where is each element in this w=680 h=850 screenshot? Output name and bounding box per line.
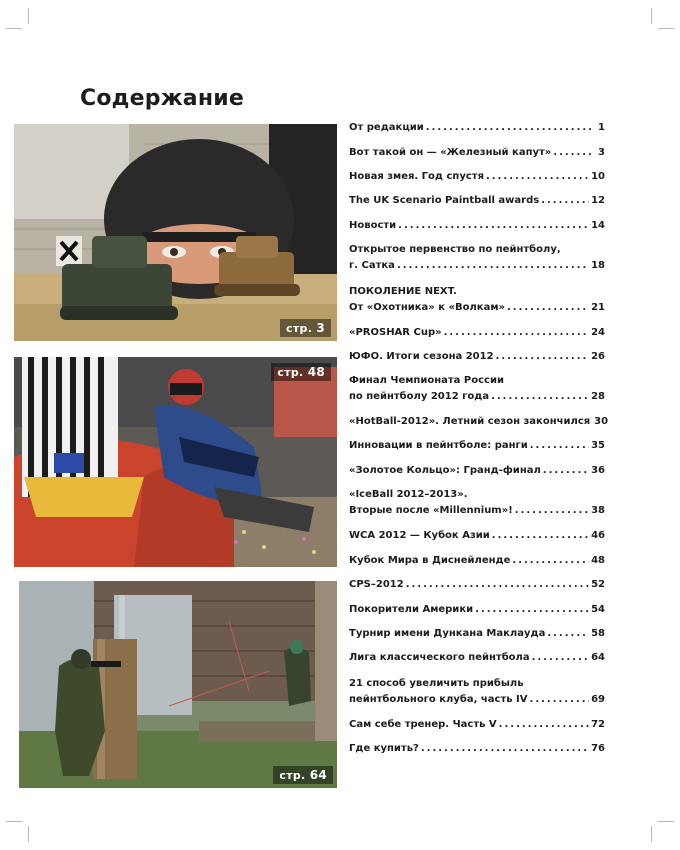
toc-page-number: 30 — [594, 416, 609, 427]
toc-page-number: 48 — [591, 555, 605, 566]
toc-entry-title: Вот такой он — «Железный капут» — [349, 147, 552, 158]
toc-dot-leader — [530, 692, 590, 708]
toc-line — [349, 577, 605, 593]
page-badge — [273, 766, 333, 784]
toc-page-number: 36 — [591, 465, 605, 476]
toc-dot-leader — [398, 218, 589, 234]
toc-dot-leader — [486, 169, 589, 185]
toc-line — [349, 676, 605, 692]
toc-entry-title: Где купить? — [349, 743, 419, 754]
toc-dot-leader — [421, 741, 589, 757]
photo-player — [14, 357, 337, 567]
toc-dot-leader — [547, 626, 589, 642]
toc-entry-title: «IceBall 2012–2013». — [349, 489, 468, 500]
photo-field — [19, 581, 337, 788]
toc-line — [349, 692, 605, 708]
toc-dot-leader — [515, 503, 589, 519]
toc-page-number: 21 — [591, 302, 605, 313]
toc-entry — [349, 373, 605, 405]
toc-entry — [349, 193, 605, 209]
toc-entry — [349, 169, 605, 185]
toc-entry — [349, 553, 605, 569]
toc-dot-leader — [512, 553, 589, 569]
toc-entry-title: по пейнтболу 2012 года — [349, 391, 490, 402]
toc-entry — [349, 650, 605, 666]
toc-dot-leader — [507, 300, 589, 316]
toc-entry-title: г. Сатка — [349, 260, 395, 271]
toc-line — [349, 300, 605, 316]
toc-page-number: 10 — [591, 171, 605, 182]
badge-prefix: стр. — [286, 322, 313, 335]
photo-tanks — [14, 124, 337, 341]
toc-dot-leader — [499, 717, 589, 733]
toc-page-number: 72 — [591, 719, 605, 730]
toc-line — [349, 503, 605, 519]
toc-line — [349, 528, 605, 544]
toc-entry-title: «HotBall-2012». Летний сезон закончился — [349, 416, 591, 427]
toc-entry — [349, 145, 605, 161]
toc-dot-leader — [397, 258, 589, 274]
toc-page-number: 35 — [591, 440, 605, 451]
toc-line — [349, 145, 605, 161]
toc-entry-title: Турнир имени Дункана Маклауда — [349, 628, 546, 639]
page-badge — [271, 363, 331, 381]
toc-dot-leader — [492, 528, 589, 544]
toc-page-number: 26 — [591, 351, 605, 362]
toc-page-number: 58 — [591, 628, 605, 639]
crop-mark — [6, 28, 22, 29]
toc-dot-leader — [496, 349, 590, 365]
badge-prefix: стр. — [279, 769, 306, 782]
toc-entry — [349, 676, 605, 708]
toc-page-number: 1 — [598, 122, 605, 133]
toc-entry — [349, 487, 605, 519]
toc-entry — [349, 463, 605, 479]
toc-entry — [349, 528, 605, 544]
toc-page-number: 28 — [591, 391, 605, 402]
toc-line — [349, 438, 605, 454]
toc-entry-title: Новая змея. Год спустя — [349, 171, 484, 182]
toc-line — [349, 218, 605, 234]
toc-entry-title: ЮФО. Итоги сезона 2012 — [349, 351, 494, 362]
toc-entry-title: Кубок Мира в Диснейленде — [349, 555, 511, 566]
toc-page-number: 46 — [591, 530, 605, 541]
toc-entry — [349, 414, 609, 430]
crop-mark — [658, 821, 674, 822]
toc-line — [349, 602, 605, 618]
toc-entry-title: От «Охотника» к «Волкам» — [349, 302, 505, 313]
toc-entry — [349, 741, 605, 757]
toc-line — [349, 325, 605, 341]
toc-entry-title: Новости — [349, 220, 397, 231]
toc-entry-title: «Золотое Кольцо»: Гранд-финал — [349, 465, 541, 476]
toc-page-number: 18 — [591, 260, 605, 271]
toc-line — [349, 373, 605, 389]
toc-entry — [349, 602, 605, 618]
toc-entry — [349, 325, 605, 341]
toc-page-number: 76 — [591, 743, 605, 754]
toc-entry — [349, 284, 605, 316]
badge-prefix: стр. — [277, 366, 304, 379]
toc-page-number: 69 — [591, 694, 605, 705]
toc-entry-title: «PROSHAR Cup» — [349, 327, 442, 338]
toc-entry — [349, 120, 605, 136]
crop-mark — [6, 821, 22, 822]
toc-entry-title: 21 способ увеличить прибыль — [349, 678, 524, 689]
toc-page-number: 64 — [591, 652, 605, 663]
toc-entry-title: Финал Чемпионата России — [349, 375, 504, 386]
crop-mark — [28, 826, 29, 842]
toc-entry-title: CPS–2012 — [349, 579, 404, 590]
toc-page-number: 52 — [591, 579, 605, 590]
toc-entry-title: пейнтбольного клуба, часть IV — [349, 694, 528, 705]
toc-dot-leader — [444, 325, 590, 341]
toc-page-number: 12 — [591, 195, 605, 206]
toc-entry-title: Инновации в пейнтболе: ранги — [349, 440, 528, 451]
crop-mark — [651, 8, 652, 24]
toc-dot-leader — [541, 193, 589, 209]
toc-dot-leader — [532, 650, 589, 666]
toc-line — [349, 626, 605, 642]
toc-entry-title: The UK Scenario Paintball awards — [349, 195, 540, 206]
toc-dot-leader — [530, 438, 589, 454]
toc-dot-leader — [426, 120, 593, 136]
toc-line — [349, 414, 609, 430]
toc-line — [349, 258, 605, 274]
toc-line — [349, 284, 605, 300]
crop-mark — [658, 28, 674, 29]
toc-page-number: 24 — [591, 327, 605, 338]
toc-line — [349, 717, 605, 733]
toc-entry-title: Открытое первенство по пейнтболу, — [349, 244, 561, 255]
toc-entry-title: Вторые после «Millennium»! — [349, 505, 513, 516]
toc-line — [349, 487, 605, 503]
toc-entry-title: Лига классического пейнтбола — [349, 652, 530, 663]
toc-entry — [349, 218, 605, 234]
toc-line — [349, 463, 605, 479]
page-badge — [280, 319, 331, 337]
toc-line — [349, 169, 605, 185]
toc-dot-leader — [406, 577, 589, 593]
toc-line — [349, 389, 605, 405]
toc-line — [349, 349, 605, 365]
badge-page: 3 — [316, 321, 325, 335]
toc-entry — [349, 438, 605, 454]
toc-line — [349, 120, 605, 136]
toc-page-number: 3 — [598, 147, 605, 158]
toc-entry — [349, 349, 605, 365]
toc-dot-leader — [491, 389, 589, 405]
toc-page-number: 38 — [591, 505, 605, 516]
toc-entry — [349, 717, 605, 733]
toc-entry-title: От редакции — [349, 122, 424, 133]
badge-page: 48 — [307, 365, 325, 379]
toc-entry-title: ПОКОЛЕНИЕ NEXT. — [349, 286, 457, 297]
toc-dot-leader — [475, 602, 589, 618]
toc-line — [349, 193, 605, 209]
toc-dot-leader — [553, 145, 593, 161]
toc-line — [349, 650, 605, 666]
toc-line — [349, 553, 605, 569]
toc-entry-title: WCA 2012 — Кубок Азии — [349, 530, 490, 541]
toc-line — [349, 242, 605, 258]
toc-page-number: 14 — [591, 220, 605, 231]
toc-dot-leader — [543, 463, 589, 479]
toc-line — [349, 741, 605, 757]
toc-page-number: 54 — [591, 604, 605, 615]
page-title: Содержание — [80, 86, 244, 111]
toc-entry — [349, 242, 605, 274]
crop-mark — [651, 826, 652, 842]
toc-entry-title: Покорители Америки — [349, 604, 474, 615]
toc-entry — [349, 626, 605, 642]
badge-page: 64 — [309, 768, 327, 782]
crop-mark — [28, 8, 29, 24]
toc-entry — [349, 577, 605, 593]
toc-entry-title: Сам себе тренер. Часть V — [349, 719, 497, 730]
